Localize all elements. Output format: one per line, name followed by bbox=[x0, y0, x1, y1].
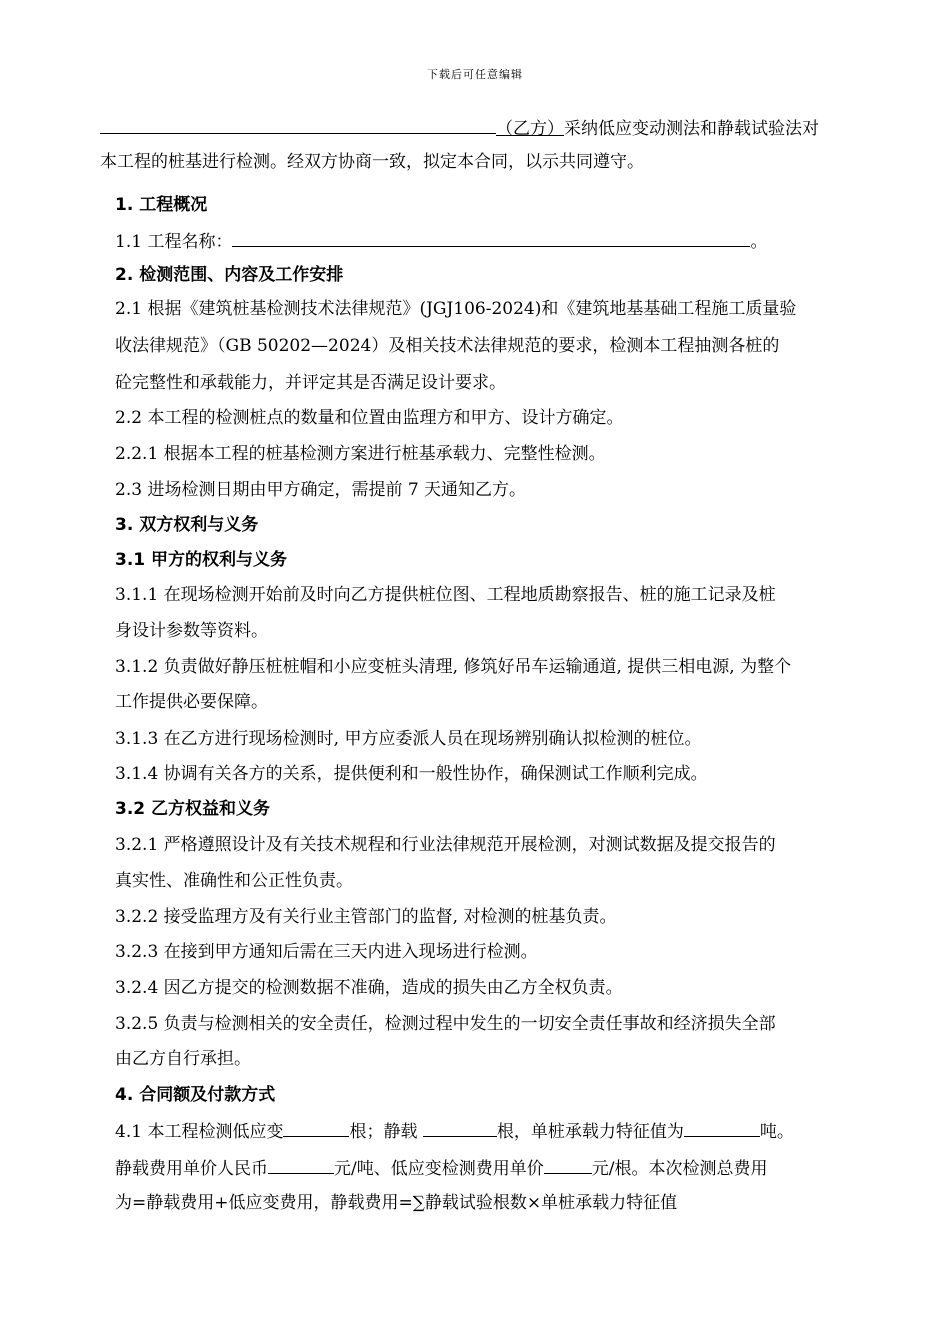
para-3-1-2-line-1: 3.1.2 负责做好静压桩桩帽和小应变桩头清理, 修筑好吊车运输通道, 提供三相电源, 为整个 bbox=[115, 657, 792, 677]
para-4-1-line-1 bbox=[115, 1119, 794, 1143]
page-header: 下载后可任意编辑 bbox=[427, 68, 523, 81]
para-4-1-text-f: 元/吨、低应变检测费用单价 bbox=[334, 1159, 544, 1179]
para-3-1-1-line-2: 身设计参数等资料。 bbox=[115, 621, 268, 641]
para-4-1-text-b: 根；静载 bbox=[349, 1122, 418, 1142]
para-3-2-1-line-2: 真实性、准确性和公正性负责。 bbox=[115, 871, 353, 891]
section-1-title: 1. 工程概况 bbox=[115, 195, 208, 215]
para-3-2-2: 3.2.2 接受监理方及有关行业主管部门的监督, 对检测的桩基负责。 bbox=[115, 907, 617, 927]
low-strain-count-blank bbox=[283, 1119, 349, 1137]
para-3-1-3: 3.1.3 在乙方进行现场检测时, 甲方应委派人员在现场辨别确认拟检测的桩位。 bbox=[115, 729, 702, 749]
para-2-3: 2.3 进场检测日期由甲方确定，需提前 7 天通知乙方。 bbox=[115, 480, 527, 500]
para-4-1-line-2 bbox=[115, 1156, 767, 1180]
para-3-1-2-line-2: 工作提供必要保障。 bbox=[115, 692, 268, 712]
project-name-blank bbox=[232, 229, 750, 247]
section-4-title: 4. 合同额及付款方式 bbox=[115, 1085, 276, 1105]
bearing-capacity-blank bbox=[684, 1119, 760, 1137]
party-b-label: （乙方） bbox=[496, 119, 564, 139]
para-2-1-line-2: 收法律规范》（GB 50202—2024）及相关技术法律规范的要求，检测本工程抽测各桩的 bbox=[115, 336, 780, 356]
para-3-2-1-line-1: 3.2.1 严格遵照设计及有关技术规程和行业法律规范开展检测，对测试数据及提交报告的 bbox=[115, 835, 776, 855]
static-unit-price-blank bbox=[268, 1156, 334, 1174]
para-3-2-4: 3.2.4 因乙方提交的检测数据不准确，造成的损失由乙方全权负责。 bbox=[115, 978, 623, 998]
section-3-title: 3. 双方权利与义务 bbox=[115, 515, 259, 535]
para-3-2-3: 3.2.3 在接到甲方通知后需在三天内进入现场进行检测。 bbox=[115, 942, 538, 962]
para-3-2-5-line-1: 3.2.5 负责与检测相关的安全责任，检测过程中发生的一切安全责任事故和经济损失全部 bbox=[115, 1014, 776, 1034]
para-4-1-text-d: 吨。 bbox=[759, 1122, 794, 1142]
para-3-1-1-line-1: 3.1.1 在现场检测开始前及时向乙方提供桩位图、工程地质勘察报告、桩的施工记录及桩 bbox=[115, 585, 776, 605]
project-name-end: 。 bbox=[750, 232, 768, 252]
party-b-blank bbox=[100, 116, 496, 134]
intro-line-1 bbox=[100, 116, 819, 140]
project-name-label: 1.1 工程名称： bbox=[115, 232, 233, 252]
project-name-line bbox=[115, 229, 767, 253]
para-4-1-text-g: 元/根。本次检测总费用 bbox=[591, 1159, 768, 1179]
static-load-count-blank bbox=[423, 1119, 497, 1137]
low-strain-unit-price-blank bbox=[544, 1156, 592, 1174]
para-4-1-text-a: 4.1 本工程检测低应变 bbox=[115, 1122, 284, 1142]
para-2-1-line-3: 砼完整性和承载能力，并评定其是否满足设计要求。 bbox=[115, 373, 506, 393]
subsection-3-1-title: 3.1 甲方的权利与义务 bbox=[115, 550, 288, 570]
para-2-2: 2.2 本工程的检测桩点的数量和位置由监理方和甲方、设计方确定。 bbox=[115, 408, 624, 428]
para-2-1-line-1: 2.1 根据《建筑桩基检测技术法律规范》(JGJ106-2024)和《建筑地基基础工程施工质量验 bbox=[115, 299, 797, 319]
intro-line-1-rest: 采纳低应变动测法和静载试验法对 bbox=[564, 119, 819, 139]
para-4-1-line-3: 为=静载费用+低应变费用，静载费用=∑静载试验根数×单桩承载力特征值 bbox=[115, 1193, 678, 1213]
para-2-2-1: 2.2.1 根据本工程的桩基检测方案进行桩基承载力、完整性检测。 bbox=[115, 444, 606, 464]
para-3-2-5-line-2: 由乙方自行承担。 bbox=[115, 1049, 251, 1069]
para-4-1-text-e: 静载费用单价人民币 bbox=[115, 1159, 268, 1179]
section-2-title: 2. 检测范围、内容及工作安排 bbox=[115, 265, 344, 285]
intro-line-2: 本工程的桩基进行检测。经双方协商一致，拟定本合同，以示共同遵守。 bbox=[100, 152, 644, 172]
subsection-3-2-title: 3.2 乙方权益和义务 bbox=[115, 799, 271, 819]
para-3-1-4: 3.1.4 协调有关各方的关系，提供便利和一般性协作，确保测试工作顺利完成。 bbox=[115, 764, 708, 784]
para-4-1-text-c: 根，单桩承载力特征值为 bbox=[496, 1122, 684, 1142]
